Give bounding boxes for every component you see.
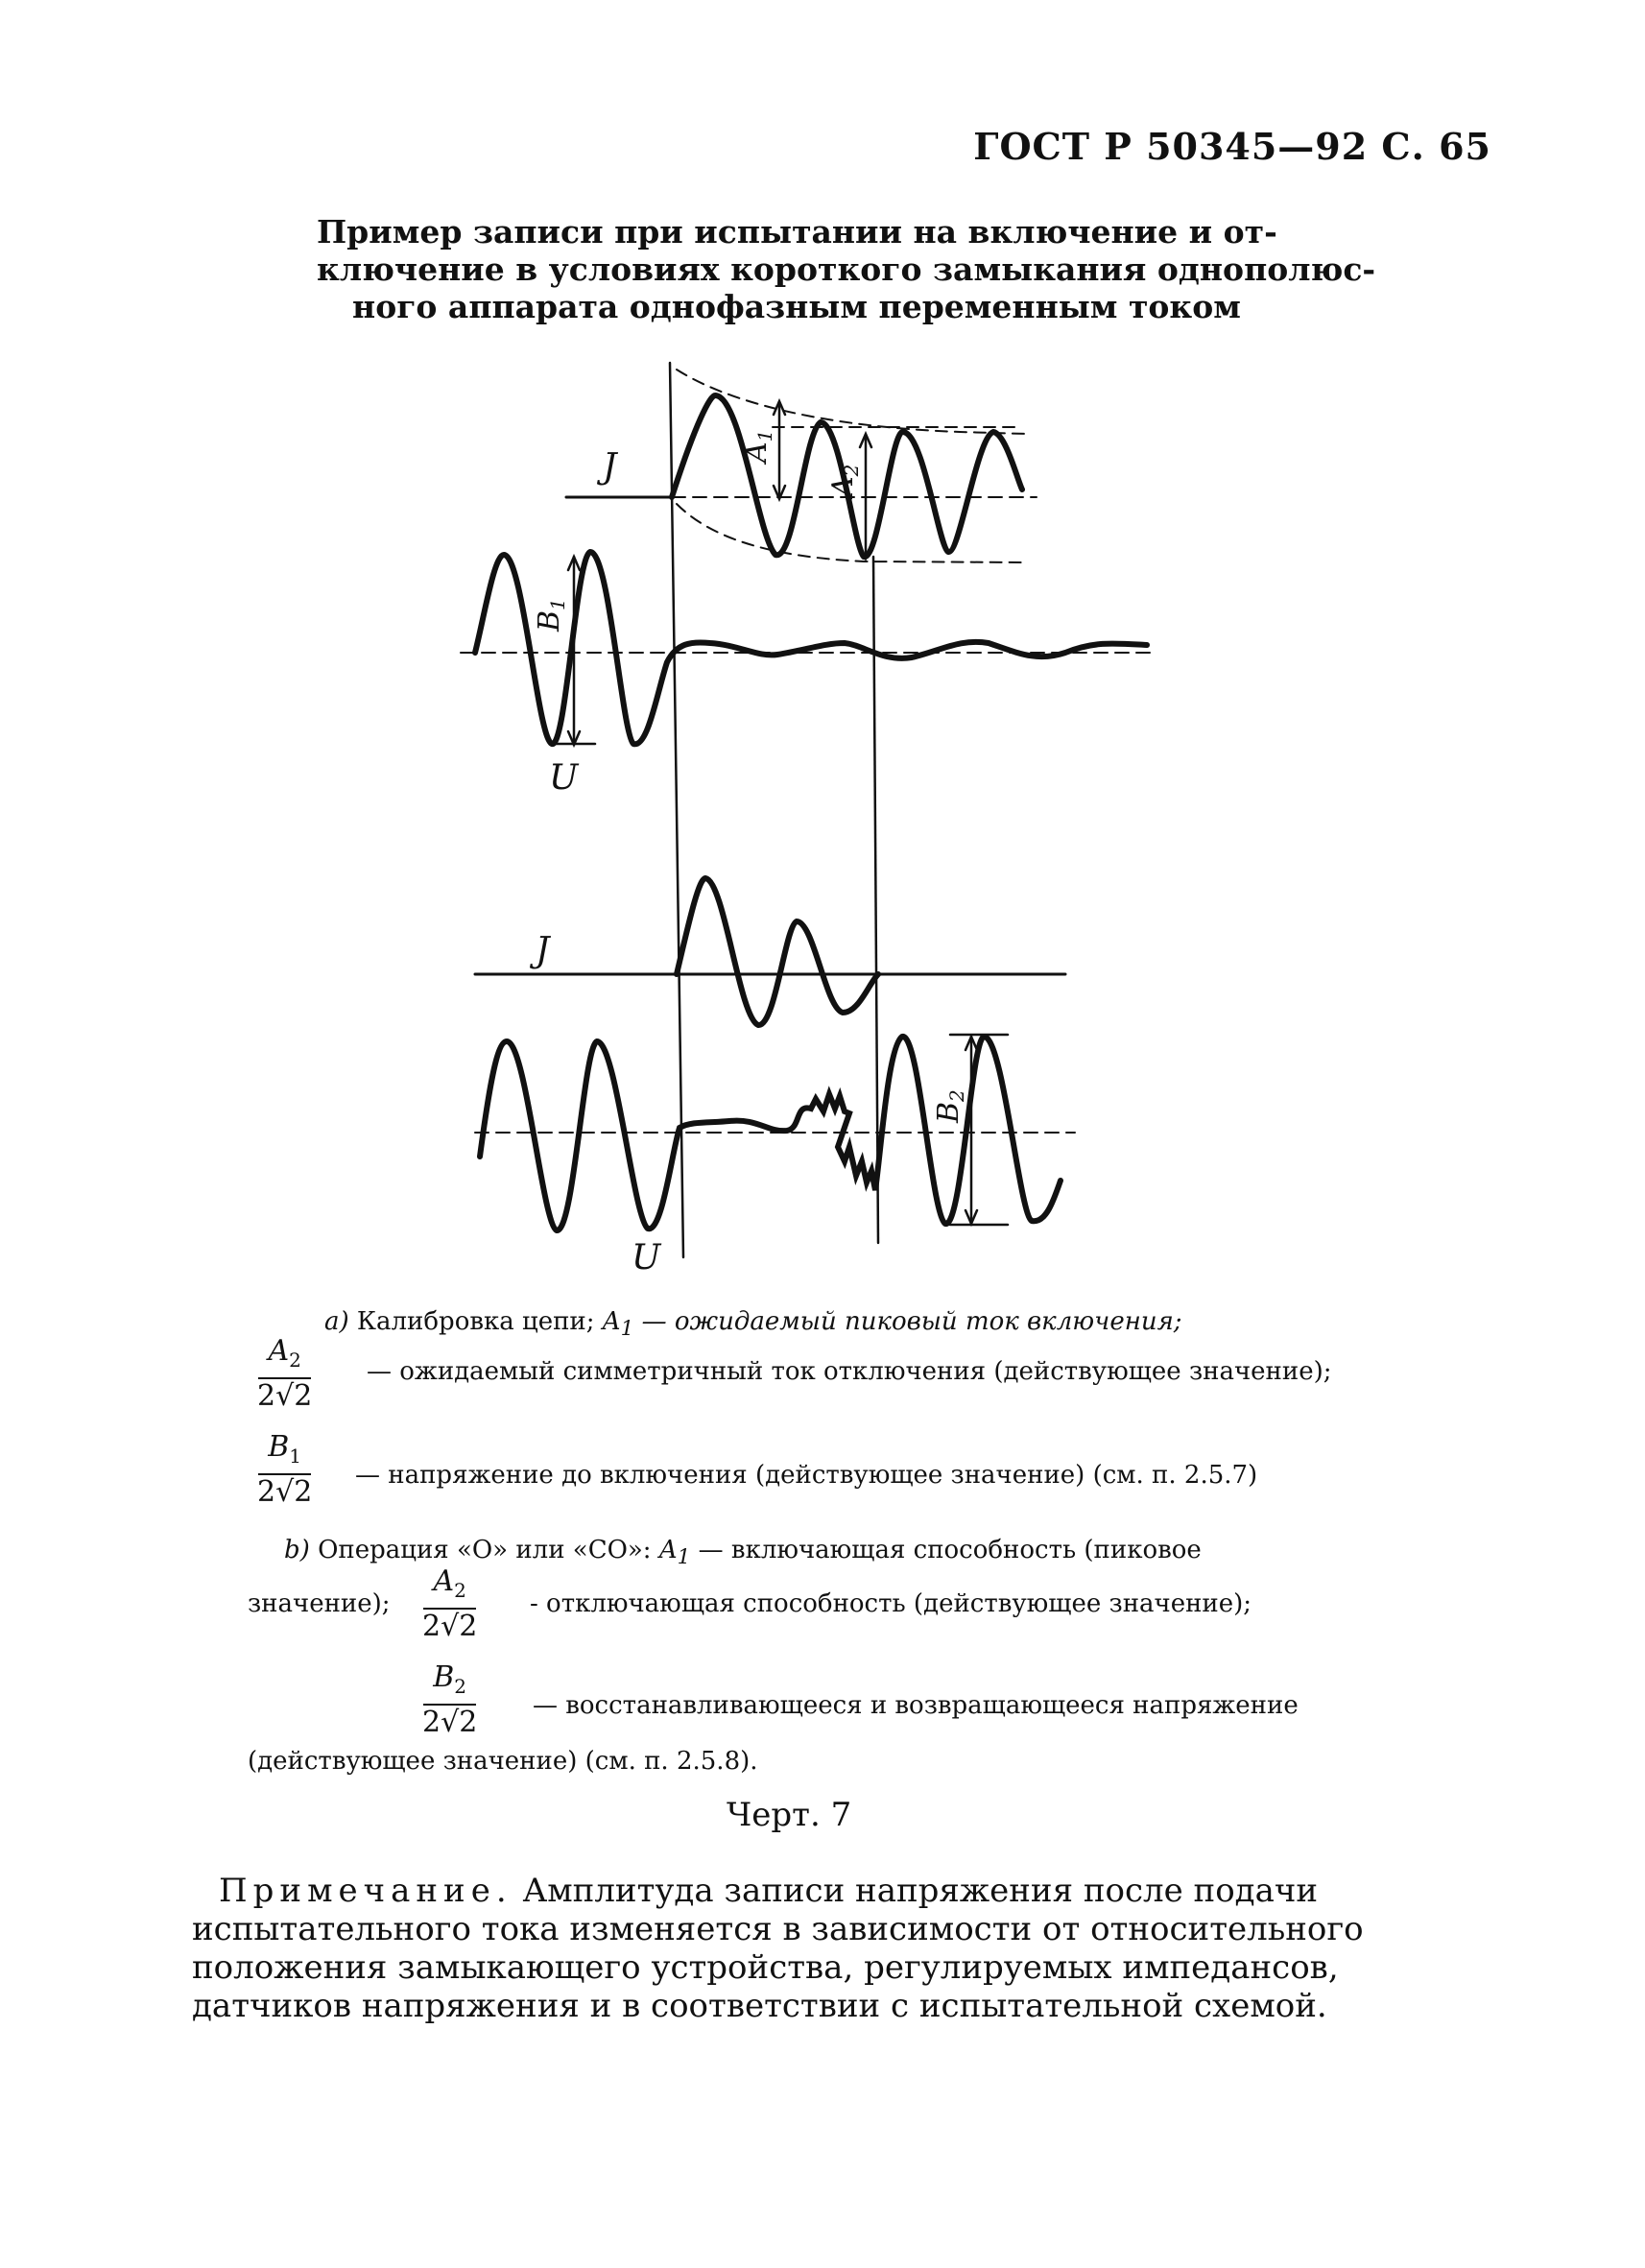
label-current-top: Ј [603,447,617,487]
legend-b-line1: b) Операция «О» или «СО»: $A_1$ — включающая способность (пиковое [284,1536,1202,1570]
envelope-upper [677,370,1027,434]
page-header: ГОСТ Р 50345—92 С. 65 [973,125,1491,168]
note-block [192,1872,1497,2025]
switch-off-line [873,557,878,1243]
legend-a-line1: a) Калибровка цепи; $A_1$ — ожидаемый пиковый ток включения; [324,1307,1182,1342]
current-wave-bottom [677,878,878,1025]
legend-b-text4: - отключающая способность (действующее значение); [530,1589,1252,1618]
legend-a-text4: — напряжение до включения (действующее значение) (см. п. 2.5.7) [355,1461,1258,1490]
legend-b-text5: — восстанавливающееся и возвращающееся напряжение [533,1691,1299,1720]
legend-b-text6: (действующее значение) (см. п. 2.5.8). [248,1747,758,1776]
label-a1: $A_1$ [740,429,776,463]
note-text: Амплитуда записи напряжения после подачи испытательного тока изменяется в зависимости от относительного положения замыкающего устройства, регулируемых импедансов, датчиков напряжения и в соответствии с испытательной схемой. [192,1872,1364,2025]
title-line-2: ключение в условиях короткого замыкания однополюс- [317,251,1376,288]
title-line-1: Пример записи при испытании на включение и от- [317,213,1277,251]
legend-a-fraction-b1: $\frac{B_1}{2√2}$ [257,1430,313,1509]
legend-b-text3: значение); [248,1589,391,1618]
legend-b-fraction-a2: $\frac{A_2}{2√2}$ [422,1564,478,1643]
note-label: Примечание. [219,1872,513,1910]
voltage-wave-top [475,552,1147,744]
title-line-3: ного аппарата однофазным переменным током [352,288,1241,325]
label-current-bottom: Ј [536,931,550,970]
label-b2: $B_2$ [932,1089,968,1123]
legend-a-text3: — ожидаемый симметричный ток отключения (действующее значение); [367,1357,1332,1386]
label-b1: $B_1$ [533,598,569,632]
label-a2: $A_2$ [826,464,863,497]
figure-caption: Черт. 7 [727,1796,852,1834]
legend-b-fraction-b2: $\frac{B_2}{2√2}$ [422,1660,478,1739]
label-voltage-top: U [549,758,579,798]
label-voltage-bottom: U [632,1238,661,1277]
legend-a-sym: $A_1$ [602,1307,634,1342]
legend-a-fraction-a2: $\frac{A_2}{2√2}$ [257,1334,313,1413]
